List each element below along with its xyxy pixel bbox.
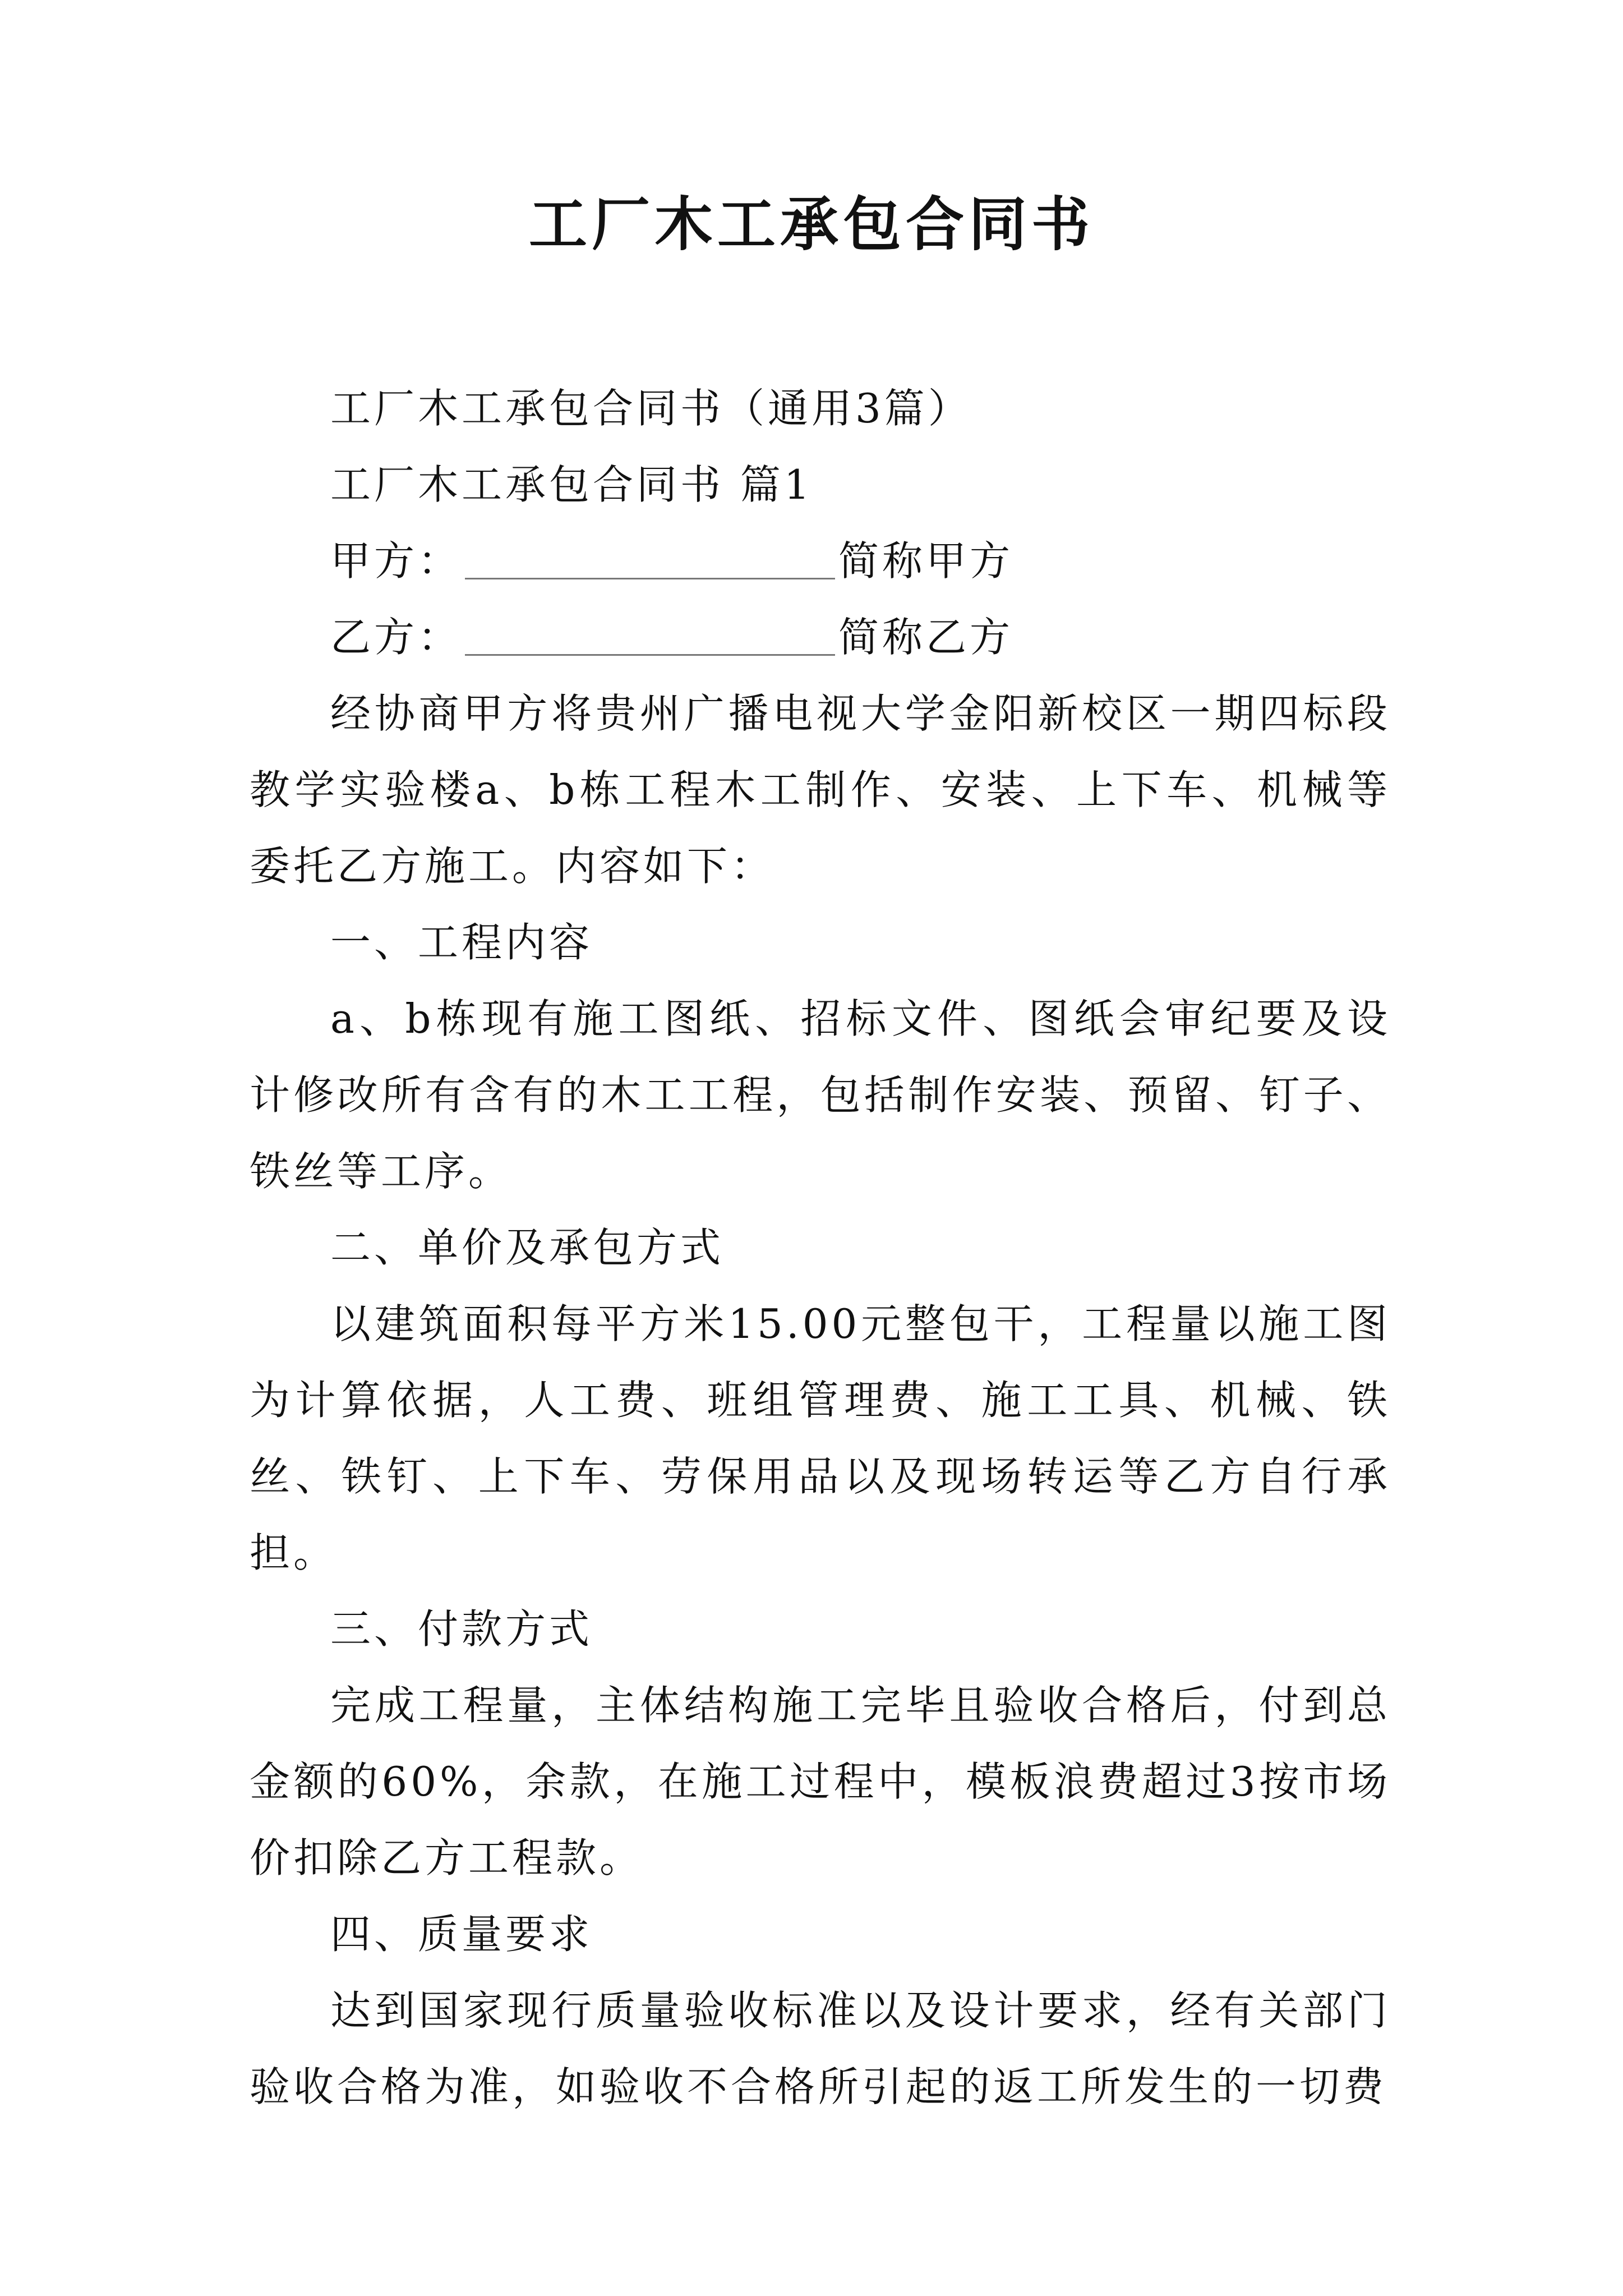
document-body xyxy=(250,370,1391,2125)
document-title: 工厂木工承包合同书 xyxy=(528,190,1094,259)
section-heading: 工厂木工承包合同书 篇1 xyxy=(330,461,813,508)
section-heading: 一、工程内容 xyxy=(330,919,593,966)
party-a-label: 甲方： xyxy=(330,537,462,585)
section-paragraph: 达到国家现行质量验收标准以及设计要求，经有关部门验收合格为准，如验收不合格所引起的返工所发生的一切费 xyxy=(250,1987,1391,2110)
section-heading: 二、单价及承包方式 xyxy=(330,1224,725,1271)
document-subtitle: 工厂木工承包合同书（通用3篇） xyxy=(330,385,972,432)
party-a-blank-field xyxy=(465,539,835,579)
party-a-suffix: 简称甲方 xyxy=(838,537,1014,585)
intro-paragraph: 经协商甲方将贵州广播电视大学金阳新校区一期四标段教学实验楼a、b栋工程木工制作、安装、上下车、机械等委托乙方施工。内容如下： xyxy=(250,690,1391,890)
party-b-blank-field xyxy=(465,615,835,656)
section-heading: 三、付款方式 xyxy=(330,1605,593,1653)
section-paragraph: 以建筑面积每平方米15.00元整包干，工程量以施工图为计算依据，人工费、班组管理费、施工工具、机械、铁丝、铁钉、上下车、劳保用品以及现场转运等乙方自行承担。 xyxy=(250,1300,1391,1576)
party-b-suffix: 简称乙方 xyxy=(838,614,1014,661)
section-paragraph: a、b栋现有施工图纸、招标文件、图纸会审纪要及设计修改所有含有的木工工程，包括制作安装、预留、钉子、铁丝等工序。 xyxy=(250,995,1391,1195)
section-heading: 四、质量要求 xyxy=(330,1911,593,1958)
party-a-line xyxy=(250,523,1391,599)
section-paragraph: 完成工程量，主体结构施工完毕且验收合格后，付到总金额的60%，余款，在施工过程中，模板浪费超过3按市场价扣除乙方工程款。 xyxy=(250,1682,1391,1881)
party-b-label: 乙方： xyxy=(330,614,462,661)
party-b-line xyxy=(250,599,1391,675)
